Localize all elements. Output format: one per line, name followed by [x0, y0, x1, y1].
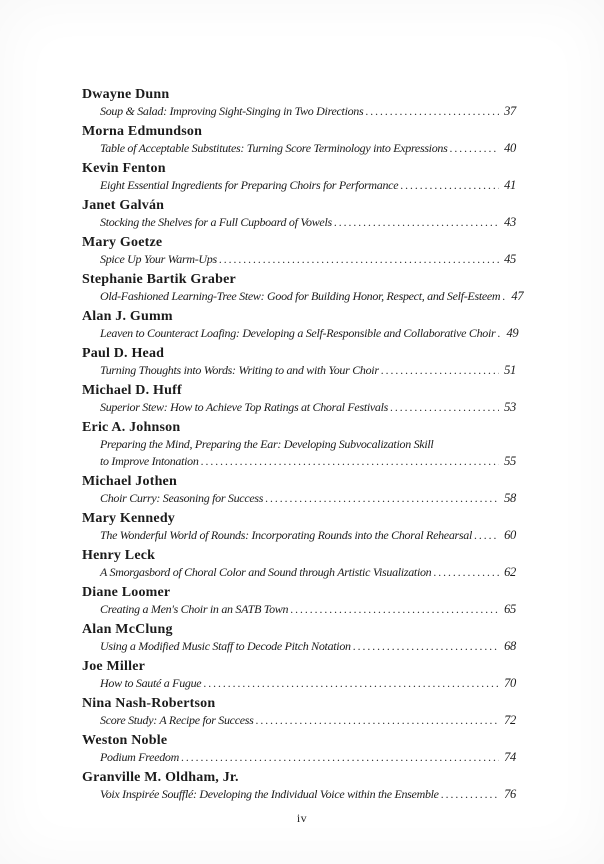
toc-entry: [82, 197, 516, 232]
toc-entry: [82, 510, 516, 545]
chapter-title: A Smorgasbord of Choral Color and Sound through Artistic Visualization: [100, 565, 432, 579]
page-number: 45: [504, 252, 516, 266]
title-row: [82, 436, 516, 453]
chapter-title: Turning Thoughts into Words: Writing to and with Your Choir: [100, 363, 379, 377]
title-row: [82, 490, 516, 508]
dot-leader: [353, 639, 499, 656]
author-name: Alan J. Gumm: [82, 309, 173, 324]
title-row: [82, 399, 516, 417]
dot-leader: [497, 326, 501, 343]
title-row: [82, 749, 516, 767]
page-number: 40: [504, 141, 516, 155]
author-name: Weston Noble: [82, 733, 168, 748]
dot-leader: [450, 141, 500, 158]
chapter-title: Voix Inspirée Soufflé: Developing the Individual Voice within the Ensemble: [100, 787, 439, 801]
chapter-title: Superior Stew: How to Achieve Top Ratings at Choral Festivals: [100, 400, 389, 414]
page-number: 37: [504, 104, 516, 118]
dot-leader: [201, 454, 499, 471]
author-name: Morna Edmundson: [82, 124, 203, 139]
page-number: 53: [504, 400, 516, 414]
dot-leader: [400, 178, 499, 195]
dot-leader: [290, 602, 499, 619]
chapter-title: Creating a Men's Choir in an SATB Town: [100, 602, 289, 616]
dot-leader: [390, 400, 499, 417]
title-row: [82, 638, 516, 656]
toc-entry: [82, 271, 524, 306]
dot-leader: [256, 713, 500, 730]
chapter-title: Leaven to Counteract Loafing: Developing a Self-Responsible and Collaborative Choir: [100, 326, 496, 340]
author-name: Dwayne Dunn: [82, 87, 170, 102]
toc-entry: [82, 621, 516, 656]
page-number: 70: [504, 676, 516, 690]
page-number: 65: [504, 602, 516, 616]
chapter-title: Soup & Salad: Improving Sight-Singing in Two Directions: [100, 104, 364, 118]
chapter-title: Table of Acceptable Substitutes: Turning Score Terminology into Expressions: [100, 141, 448, 155]
author-name: Granville M. Oldham, Jr.: [82, 770, 239, 785]
page-number: 62: [504, 565, 516, 579]
page-number: 49: [506, 326, 519, 340]
toc-entry: [82, 732, 516, 767]
title-row: [82, 214, 516, 232]
author-name: Michael Jothen: [82, 474, 177, 489]
author-name: Stephanie Bartik Graber: [82, 272, 236, 287]
author-name: Mary Goetze: [82, 235, 163, 250]
chapter-title: to Improve Intonation: [100, 454, 199, 468]
page-folio-number: iv: [296, 811, 308, 825]
title-row: [82, 177, 516, 195]
toc-entry: [82, 769, 516, 804]
dot-leader: [474, 528, 499, 545]
toc-entry: [82, 86, 516, 121]
title-row: [82, 527, 516, 545]
title-row: [82, 140, 516, 158]
page-number: 55: [504, 454, 516, 468]
title-row: [82, 712, 516, 730]
toc-entry: [82, 658, 516, 693]
chapter-title: Spice Up Your Warm-Ups: [100, 252, 217, 266]
title-row: [82, 251, 516, 269]
page-number: 51: [504, 363, 516, 377]
title-row: [82, 564, 516, 582]
dot-leader: [334, 215, 499, 232]
page-number: 68: [504, 639, 516, 653]
author-name: Paul D. Head: [82, 346, 165, 361]
toc-entry: [82, 345, 516, 380]
dot-leader: [219, 252, 499, 269]
chapter-title: Preparing the Mind, Preparing the Ear: Developing Subvocalization Skill: [100, 437, 434, 451]
author-name: Mary Kennedy: [82, 511, 176, 526]
page-number: 41: [504, 178, 516, 192]
author-name: Kevin Fenton: [82, 161, 166, 176]
chapter-title: How to Sauté a Fugue: [100, 676, 202, 690]
toc-entry: [82, 234, 516, 269]
page-number: 58: [504, 491, 516, 505]
author-name: Eric A. Johnson: [82, 420, 181, 435]
page-number: 74: [504, 750, 516, 764]
toc-entries: [82, 86, 524, 804]
toc-entry: [82, 473, 516, 508]
chapter-title: Old-Fashioned Learning-Tree Stew: Good for Building Honor, Respect, and Self-Esteem: [100, 289, 501, 303]
title-row: [82, 675, 516, 693]
page-number: 47: [511, 289, 524, 303]
author-name: Henry Leck: [82, 548, 156, 563]
chapter-title: Stocking the Shelves for a Full Cupboard of Vowels: [100, 215, 332, 229]
title-row: [82, 786, 516, 804]
chapter-title: Score Study: A Recipe for Success: [100, 713, 254, 727]
toc-entry: [82, 382, 516, 417]
toc-entry: [82, 695, 516, 730]
author-name: Joe Miller: [82, 659, 146, 674]
dot-leader: [433, 565, 499, 582]
title-row: [82, 103, 516, 121]
title-row: [82, 288, 524, 306]
author-name: Janet Galván: [82, 198, 165, 213]
page-number: 43: [504, 215, 516, 229]
page-number: 76: [504, 787, 516, 801]
title-row: [82, 362, 516, 380]
author-name: Diane Loomer: [82, 585, 171, 600]
title-row: [82, 601, 516, 619]
dot-leader: [441, 787, 499, 804]
toc-entry: [82, 547, 516, 582]
page-number: 60: [504, 528, 516, 542]
author-name: Alan McClung: [82, 622, 173, 637]
toc-entry: [82, 123, 516, 158]
author-name: Michael D. Huff: [82, 383, 182, 398]
dot-leader: [203, 676, 499, 693]
dot-leader: [365, 104, 499, 121]
dot-leader: [265, 491, 499, 508]
title-row: [82, 453, 516, 471]
dot-leader: [502, 289, 506, 306]
chapter-title: Eight Essential Ingredients for Preparing Choirs for Performance: [100, 178, 399, 192]
author-name: Nina Nash-Robertson: [82, 696, 216, 711]
toc-entry: [82, 160, 516, 195]
chapter-title: Podium Freedom: [100, 750, 180, 764]
title-row: [82, 325, 519, 343]
dot-leader: [381, 363, 499, 380]
toc-entry: [82, 419, 516, 471]
dot-leader: [181, 750, 499, 767]
toc-entry: [82, 584, 516, 619]
chapter-title: Using a Modified Music Staff to Decode Pitch Notation: [100, 639, 351, 653]
chapter-title: Choir Curry: Seasoning for Success: [100, 491, 264, 505]
toc-entry: [82, 308, 519, 343]
page-number: 72: [504, 713, 516, 727]
chapter-title: The Wonderful World of Rounds: Incorporating Rounds into the Choral Rehearsal: [100, 528, 473, 542]
